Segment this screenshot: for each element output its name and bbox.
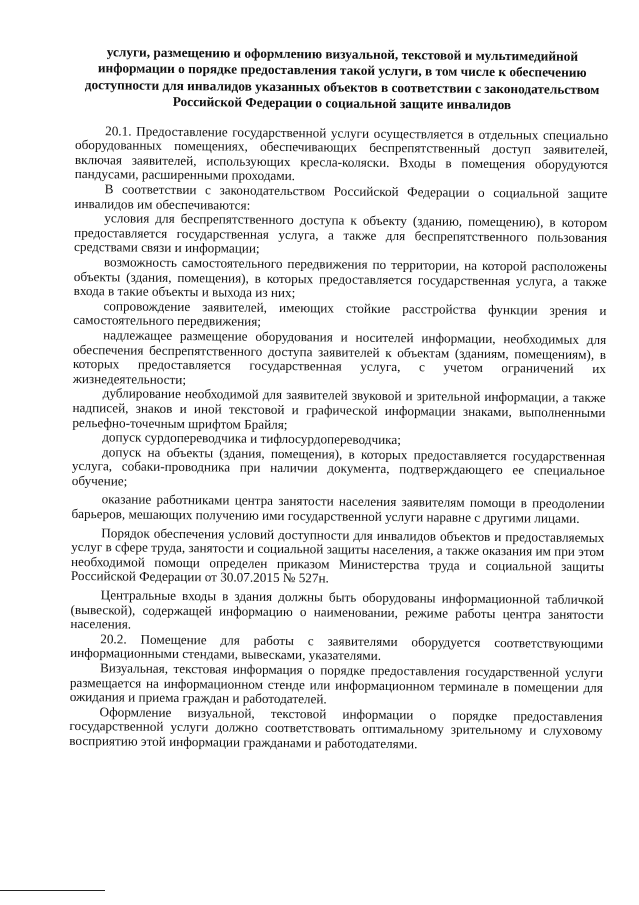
section-heading: услуги, размещению и оформлению визуальной, текстовой и мультимедийной информации о порядке предоставления такой услуги, в том числе к обеспечению доступности для инвалидов указанных объектов в соответствии с законодательством Российской Федерации о социальной защите инвалидов [84,44,600,113]
paragraph-visual-info: Визуальная, текстовая информация о порядке предоставления государственной услуги размещается на информационном стенде или информационном терминале в помещении для ожидания и приема граждан и работодателей. [69,660,604,707]
list-item-braille-duplication: дублирование необходимой для заявителей звуковой и зрительной информации, а также надписей, знаков и иной текстовой и графической информации знаками, выполненными рельефно-точечным шрифтом Брайля; [72,385,606,432]
list-item-staff-assistance: оказание работниками центра занятости населения заявителям помощи в преодолении барьеров, мешающих получению ими государственной услуги наравне с другими лицами. [71,491,605,526]
document-body [69,44,609,754]
paragraph-20-2: 20.2. Помещение для работы с заявителями оборудуется соответствующими информационными стендами, вывесками, указателями. [70,631,604,664]
list-item-guide-dog: допуск на объекты (здания, помещения), в которых предоставляется государственная услуга, собаки-проводника при наличии документа, подтверждающего ее специальное обучение; [71,443,606,489]
list-item-escort: сопровождение заявителей, имеющих стойкие расстройства функции зрения и самостоятельного передвижения; [73,298,607,330]
list-item-equipment-placement: надлежащее размещение оборудования и носителей информации, необходимых для обеспечения беспрепятственного доступа заявителей к объектам (зданиям, помещениям), в которых предоставляется государственная услуга, с учетом ограничений их жизнедеятельности; [72,327,607,387]
footnote-divider [0,890,105,891]
paragraph-rights-intro: В соответствии с законодательством Российской Федерации о социальной защите инвалидов им обеспечиваются: [74,181,608,213]
paragraph-info-design: Оформление визуальной, текстовой информации о порядке предоставления государственной услуги должно соответствовать оптимальному зрительному и слуховому восприятию этой информации гражданами и работодателями. [69,704,603,752]
list-item-sign-interpreter: допуск сурдопереводчика и тифлосурдопереводчика; [102,429,401,448]
paragraph-procedure-order: Порядок обеспечения условий доступности для инвалидов объектов и предоставляемых услуг в сфере труда, занятости и социальной защиты населения, а также оказания им при этом необходимой помощи определен приказом Министерства труда и социальной защиты Российской Федерации от 30.07.2015 № 527н. [70,524,605,586]
list-item-independent-movement: возможность самостоятельного передвижения по территории, на которой расположены объекты (здания, помещения), в которых предоставляется государственная услуга, а также входа в такие объекты и выхода из них; [73,254,607,301]
paragraph-central-entrances: Центральные входы в здания должны быть оборудованы информационной табличкой (вывеской), содержащей информацию о наименовании, режиме работы центра занятости населения. [70,587,604,632]
list-item-access-conditions: условия для беспрепятственного доступа к объекту (зданию, помещению), в котором предоставляется государственная услуга, а также для беспрепятственного пользования средствами связи и информации; [73,210,608,257]
paragraph-20-1: 20.1. Предоставление государственной услуги осуществляется в отдельных специально оборудованных помещениях, обеспечивающих беспрепятственный доступ заявителей, включая заявителей, использующих кресла-коляски. Входы в помещения оборудуются пандусами, расширенными проходами. [74,122,609,184]
